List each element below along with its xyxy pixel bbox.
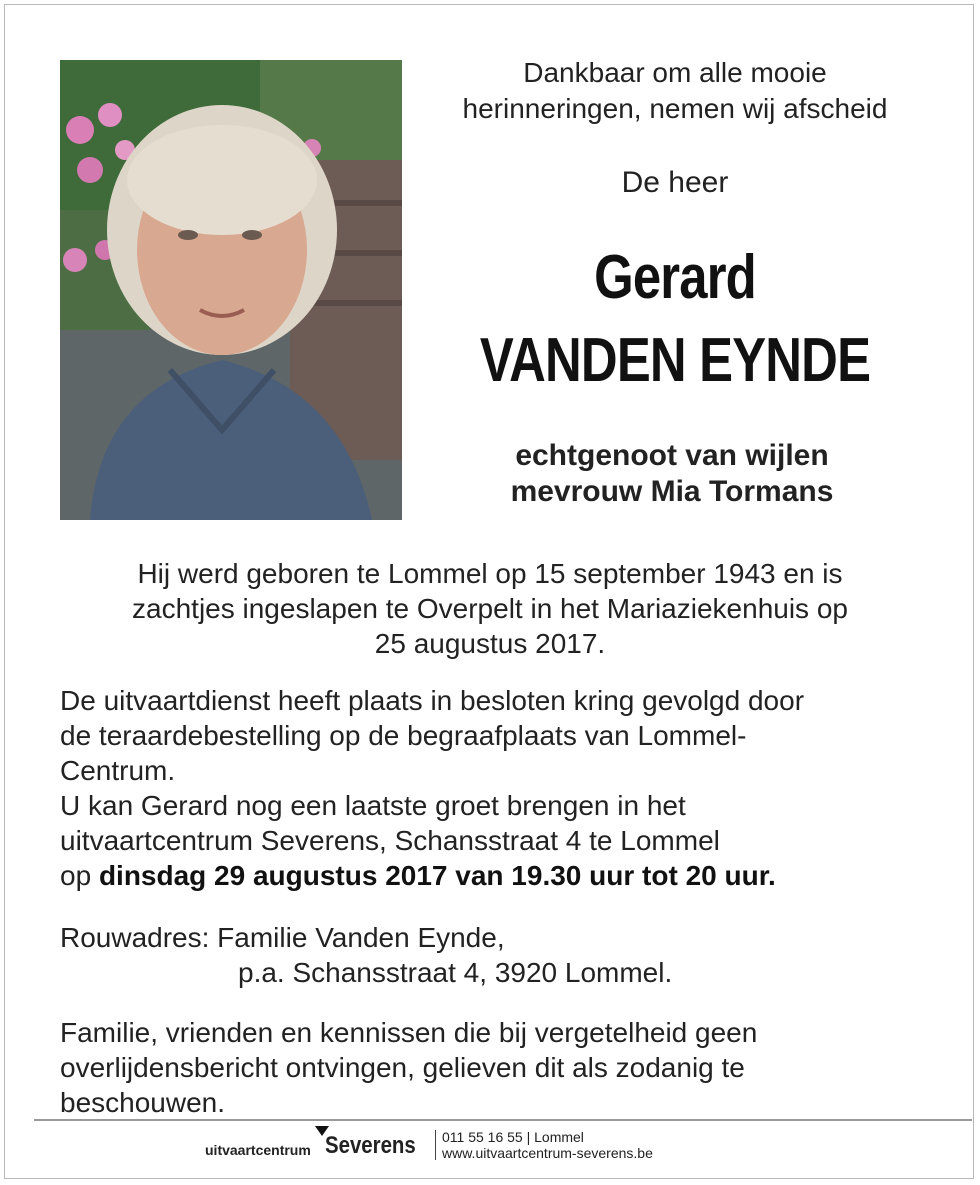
phone-line: 011 55 16 55 | Lommel	[442, 1129, 584, 1145]
notice-line-3: beschouwen.	[60, 1087, 226, 1118]
footer-separator	[435, 1130, 436, 1160]
birth-death-text	[60, 556, 920, 661]
visitation-date-time: dinsdag 29 augustus 2017 van 19.30 uur tot 20 uur.	[98, 860, 776, 891]
spouse-line-1: echtgenoot van wijlen	[515, 439, 829, 472]
notice-line-2: overlijdensbericht ontvingen, gelieven dit als zodanig te	[60, 1052, 745, 1083]
service-line-6	[60, 858, 930, 893]
service-line-4: U kan Gerard nog een laatste groet brengen in het	[60, 790, 686, 821]
intro-text	[410, 55, 940, 127]
birth-line-2: zachtjes ingeslapen te Overpelt in het Mariaziekenhuis op	[132, 593, 848, 624]
spouse-line-2: mevrouw Mia Tormans	[510, 475, 834, 508]
brand-prefix: uitvaartcentrum	[205, 1142, 311, 1158]
service-line-3: Centrum.	[60, 755, 176, 786]
notice-line-1: Familie, vrienden en kennissen die bij vergetelheid geen	[60, 1017, 758, 1048]
birth-line-3: 25 augustus 2017.	[374, 628, 606, 659]
first-name: Gerard	[594, 243, 756, 312]
intro-line-1: Dankbaar om alle mooie	[523, 57, 827, 88]
birth-line-1: Hij werd geboren te Lommel op 15 september 1943 en is	[137, 558, 843, 589]
service-line-5: uitvaartcentrum Severens, Schansstraat 4 te Lommel	[60, 825, 720, 856]
brand-name: Severens	[325, 1132, 416, 1159]
service-line-6-prefix: op	[60, 860, 92, 891]
contact-info	[442, 1129, 653, 1161]
last-name: VANDEN EYNDE	[479, 326, 871, 395]
intro-line-2: herinneringen, nemen wij afscheid	[462, 93, 888, 124]
service-line-1: De uitvaartdienst heeft plaats in besloten kring gevolgd door	[60, 685, 805, 716]
spouse-text	[412, 438, 932, 510]
service-line-2: de teraardebestelling op de begraafplaats van Lommel-	[60, 720, 747, 751]
notice-text	[60, 1015, 930, 1120]
website-link[interactable]: www.uitvaartcentrum-severens.be	[442, 1145, 653, 1161]
footer	[205, 1128, 725, 1168]
footer-divider	[34, 1119, 972, 1121]
honorific: De heer	[621, 166, 729, 199]
mourning-address	[60, 920, 930, 990]
portrait-photo	[60, 60, 402, 520]
rouwadres-line-2: p.a. Schansstraat 4, 3920 Lommel.	[238, 957, 673, 988]
rouwadres-line-1: Rouwadres: Familie Vanden Eynde,	[60, 922, 505, 953]
funeral-service-text	[60, 683, 930, 893]
